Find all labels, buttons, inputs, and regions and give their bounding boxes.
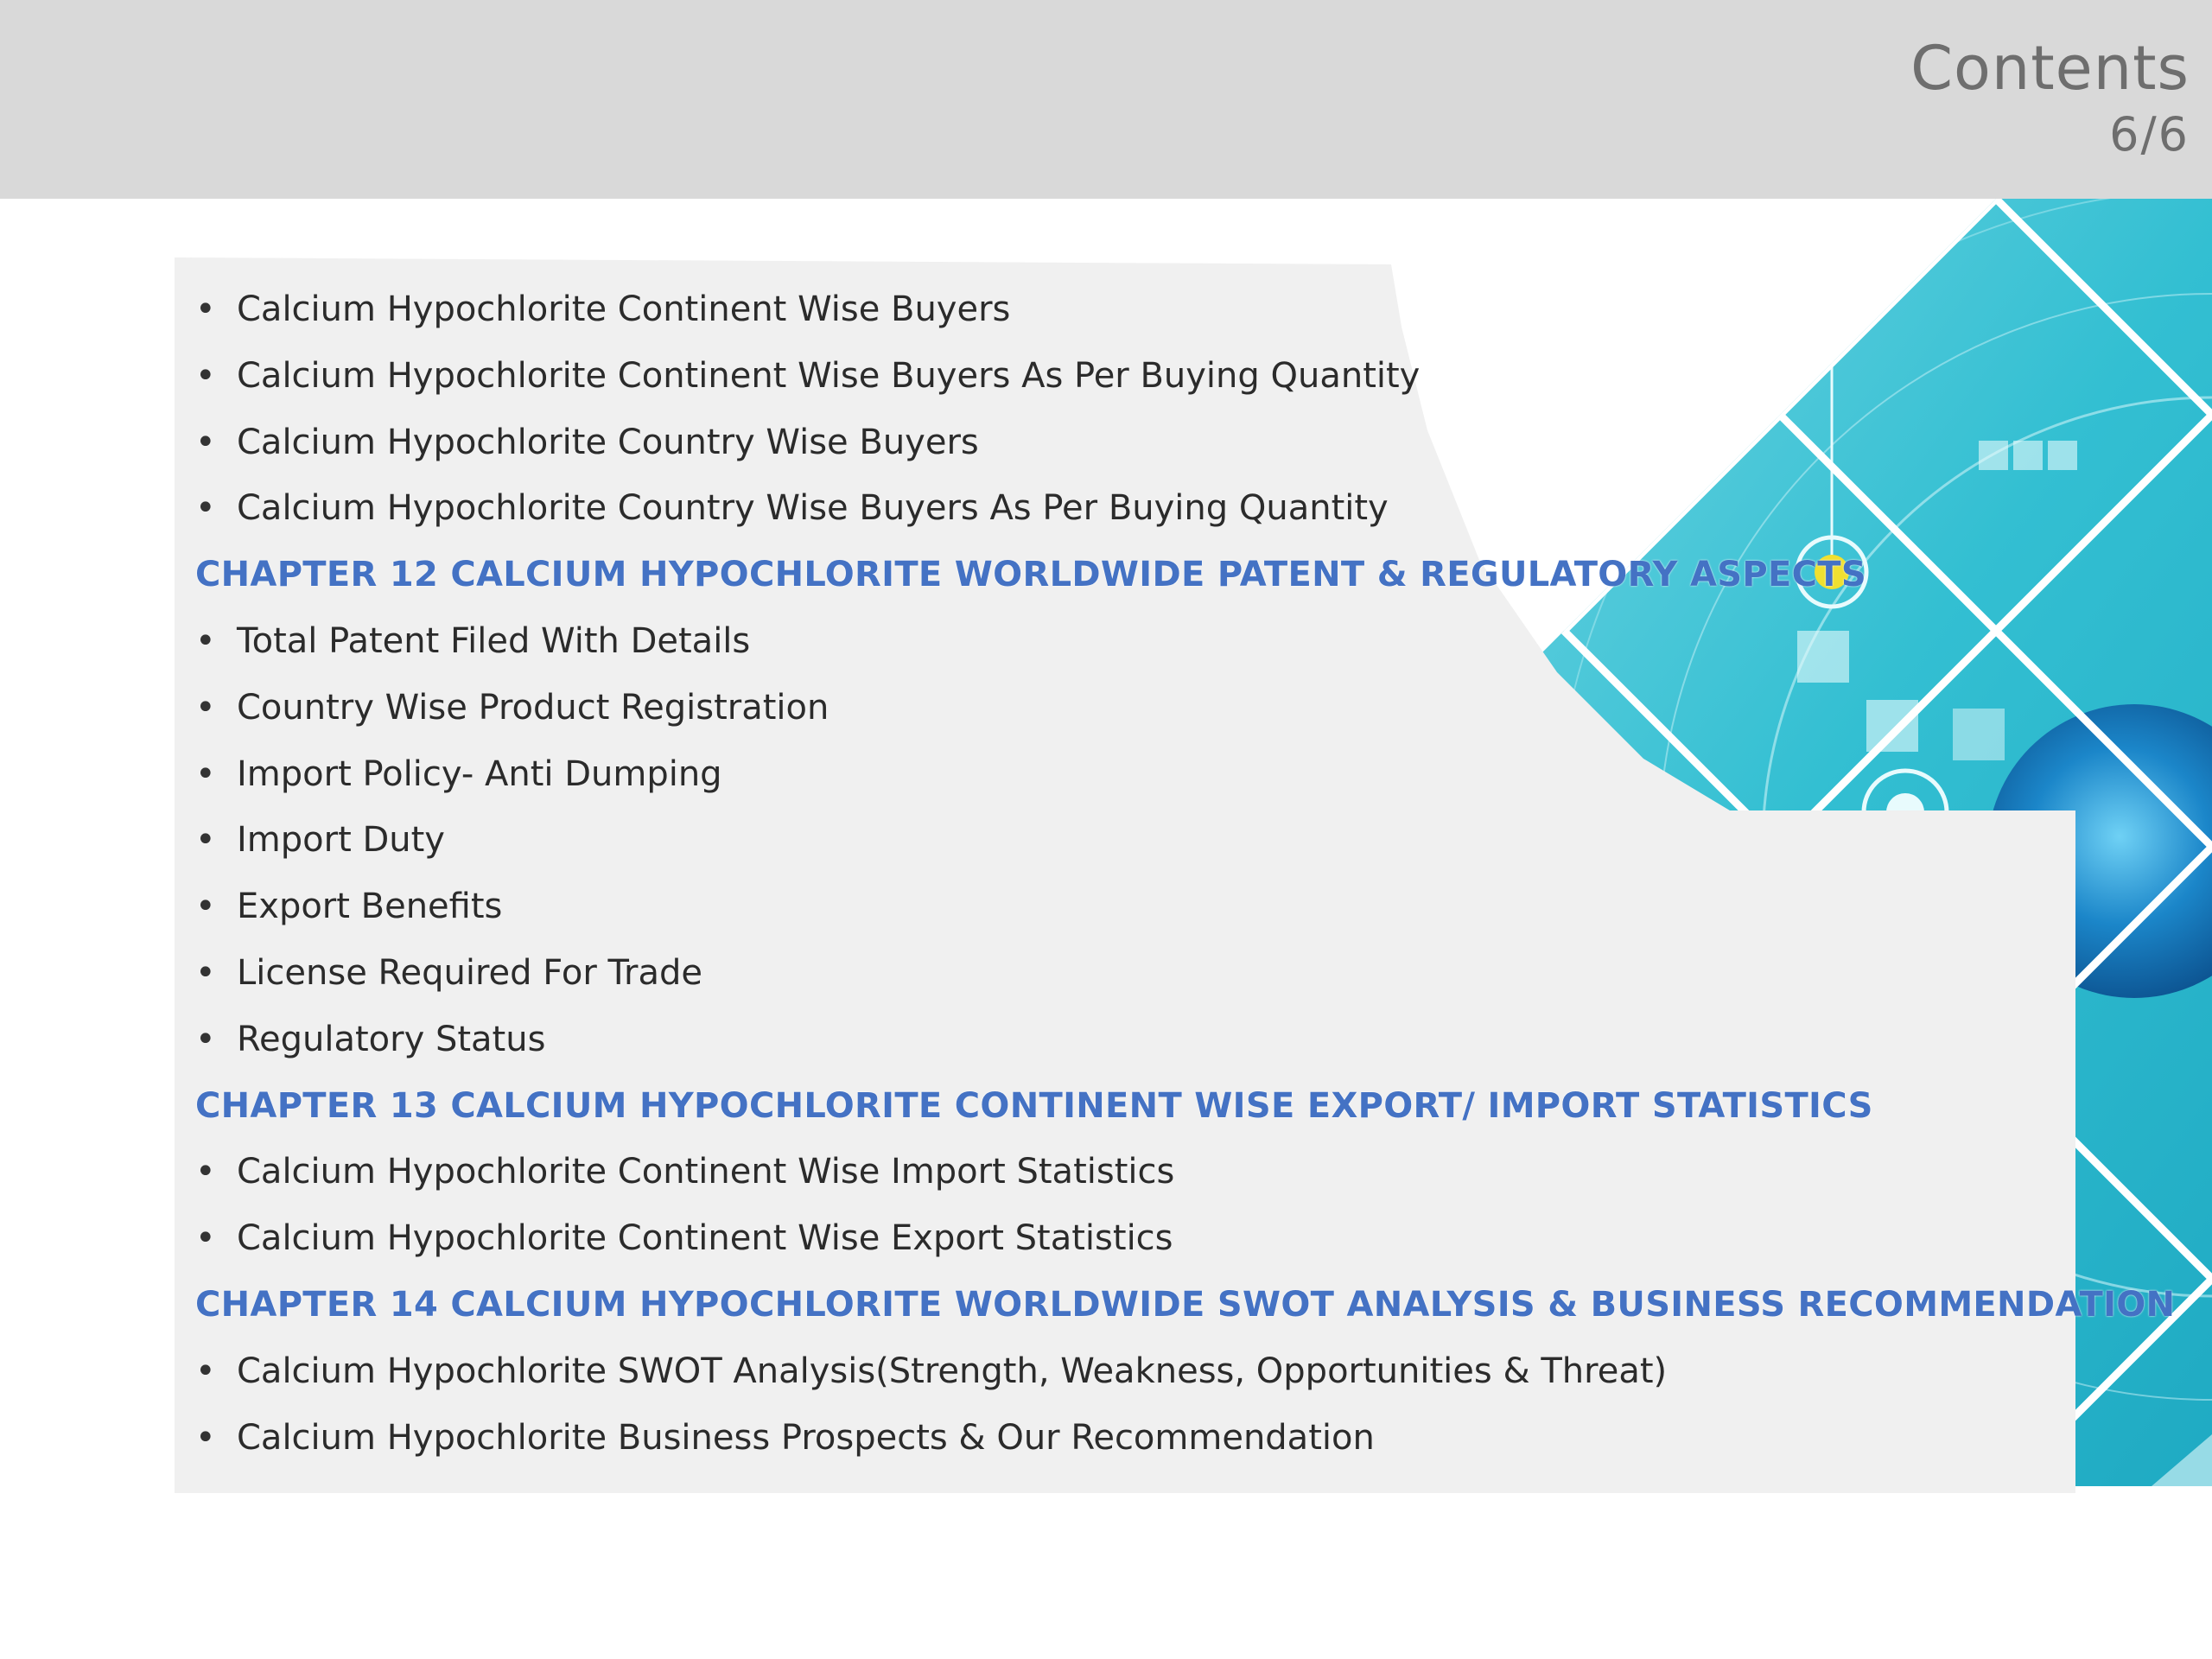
chapter-heading-text: CHAPTER 13 CALCIUM HYPOCHLORITE CONTINENT WISE EXPORT/ IMPORT STATISTICS — [195, 1085, 1873, 1126]
bullet-icon: • — [195, 355, 216, 396]
toc-list-item — [195, 741, 2183, 808]
chapter-heading — [195, 1073, 2183, 1140]
chapter-heading-text: CHAPTER 14 CALCIUM HYPOCHLORITE WORLDWIDE SWOT ANALYSIS & BUSINESS RECOMMENDATION — [195, 1284, 2176, 1325]
toc-list-item — [195, 1338, 2183, 1405]
toc-list-item — [195, 675, 2183, 741]
bullet-icon: • — [195, 820, 216, 861]
toc-list-item — [195, 807, 2183, 874]
toc-list-item — [195, 608, 2183, 675]
toc-list-item — [195, 475, 2183, 542]
toc-item-text: Import Duty — [237, 820, 445, 861]
toc-list-item — [195, 343, 2183, 410]
toc-item-text: Country Wise Product Registration — [237, 687, 830, 728]
toc-item-text: Calcium Hypochlorite Continent Wise Buyers — [237, 289, 1011, 329]
bullet-icon: • — [195, 753, 216, 794]
toc-item-text: Total Patent Filed With Details — [237, 620, 751, 661]
bullet-icon: • — [195, 289, 216, 329]
bullet-icon: • — [195, 1218, 216, 1259]
toc-item-text: Calcium Hypochlorite Country Wise Buyers As Per Buying Quantity — [237, 488, 1389, 529]
chapter-heading-text: CHAPTER 12 CALCIUM HYPOCHLORITE WORLDWIDE PATENT & REGULATORY ASPECTS — [195, 555, 1866, 595]
bullet-icon: • — [195, 1351, 216, 1391]
toc-list-item — [195, 1007, 2183, 1073]
toc-item-text: Calcium Hypochlorite Continent Wise Import Statistics — [237, 1152, 1175, 1192]
bullet-icon: • — [195, 1019, 216, 1059]
toc-list-item — [195, 874, 2183, 940]
toc-item-text: Calcium Hypochlorite Country Wise Buyers — [237, 422, 979, 462]
toc-list-item — [195, 1205, 2183, 1272]
toc-list — [195, 276, 2183, 1471]
toc-item-text: Calcium Hypochlorite Business Prospects & Our Recommendation — [237, 1417, 1375, 1458]
toc-list-item — [195, 410, 2183, 476]
toc-list-item — [195, 940, 2183, 1007]
chapter-heading — [195, 1272, 2183, 1338]
toc-list-item — [195, 1405, 2183, 1471]
toc-item-text: Export Benefits — [237, 887, 503, 927]
toc-list-item — [195, 1139, 2183, 1205]
toc-item-text: Import Policy- Anti Dumping — [237, 753, 722, 794]
toc-item-text: License Required For Trade — [237, 952, 702, 993]
toc-list-item — [195, 276, 2183, 343]
toc-item-text: Calcium Hypochlorite Continent Wise Export Statistics — [237, 1218, 1173, 1259]
slide-title: Contents — [1910, 33, 2190, 104]
toc-item-text: Regulatory Status — [237, 1019, 546, 1059]
bullet-icon: • — [195, 687, 216, 728]
toc-item-text: Calcium Hypochlorite Continent Wise Buyers As Per Buying Quantity — [237, 355, 1421, 396]
page-indicator: 6/6 — [2109, 107, 2190, 162]
chapter-heading — [195, 542, 2183, 608]
bullet-icon: • — [195, 422, 216, 462]
bullet-icon: • — [195, 620, 216, 661]
bullet-icon: • — [195, 1417, 216, 1458]
toc-item-text: Calcium Hypochlorite SWOT Analysis(Strength, Weakness, Opportunities & Threat) — [237, 1351, 1668, 1391]
bullet-icon: • — [195, 488, 216, 529]
bullet-icon: • — [195, 887, 216, 927]
bullet-icon: • — [195, 952, 216, 993]
bullet-icon: • — [195, 1152, 216, 1192]
